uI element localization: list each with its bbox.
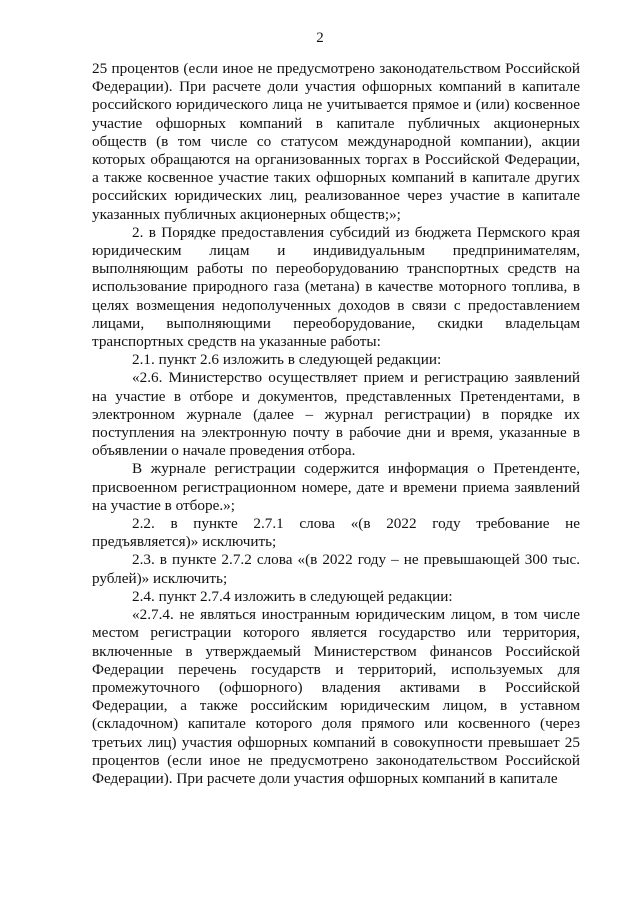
paragraph-7: 2.3. в пункте 2.7.2 слова «(в 2022 году – не превышающей 300 тыс. рублей)» исключить; [92,551,580,587]
paragraph-8: 2.4. пункт 2.7.4 изложить в следующей редакции: [132,587,453,605]
paragraph-4: «2.6. Министерство осуществляет прием и регистрацию заявлений на участие в отборе и документов, представленных Претендентами, в электронном журнале (далее – журнал регистрации) в порядке их поступления на электронную почту в рабочие дни и время, указанные в объявлении о начале проведения отбора. [92,369,580,460]
paragraph-1: 25 процентов (если иное не предусмотрено законодательством Российской Федерации). При расчете доли участия офшорных компаний в капитале российского юридического лица не учитывается прямое и (или) косвенное участие офшорных компаний в капитале публичных акционерных обществ (в том числе со статусом международной компании), акции которых обращаются на организованных торгах в Российской Федерации, а также косвенное участие таких офшорных компаний в капитале других российских юридических лиц, реализованное через участие в капитале указанных публичных акционерных обществ;»; [92,60,580,223]
paragraph-6: 2.2. в пункте 2.7.1 слова «(в 2022 году требование не предъявляется)» исключить; [92,515,580,551]
paragraph-3: 2.1. пункт 2.6 изложить в следующей редакции: [132,351,442,369]
document-body [92,60,580,788]
paragraph-2: 2. в Порядке предоставления субсидий из бюджета Пермского края юридическим лицам и индивидуальным предпринимателям, выполняющим работы по переоборудованию транспортных средств на использование природного газа (метана) в качестве моторного топлива, в целях возмещения недополученных доходов в связи с предоставлением лицами, выполняющими переоборудование, скидки владельцам транспортных средств на указанные работы: [92,223,580,351]
page-number: 2 [316,30,324,46]
paragraph-9: «2.7.4. не являться иностранным юридическим лицом, в том числе местом регистрации которого является государство или территория, включенные в утверждаемый Министерством финансов Российской Федерации перечень государств и территорий, используемых для промежуточного (офшорного) владения активами в Российской Федерации, а также российским юридическим лицом, в уставном (складочном) капитале которого доля прямого или косвенного (через третьих лиц) участия офшорных компаний в совокупности превышает 25 процентов (если иное не предусмотрено законодательством Российской Федерации). При расчете доли участия офшорных компаний в капитале [92,606,580,787]
paragraph-5: В журнале регистрации содержится информация о Претенденте, присвоенном регистрационном номере, дате и времени приема заявлений на участие в отборе.»; [92,460,580,514]
